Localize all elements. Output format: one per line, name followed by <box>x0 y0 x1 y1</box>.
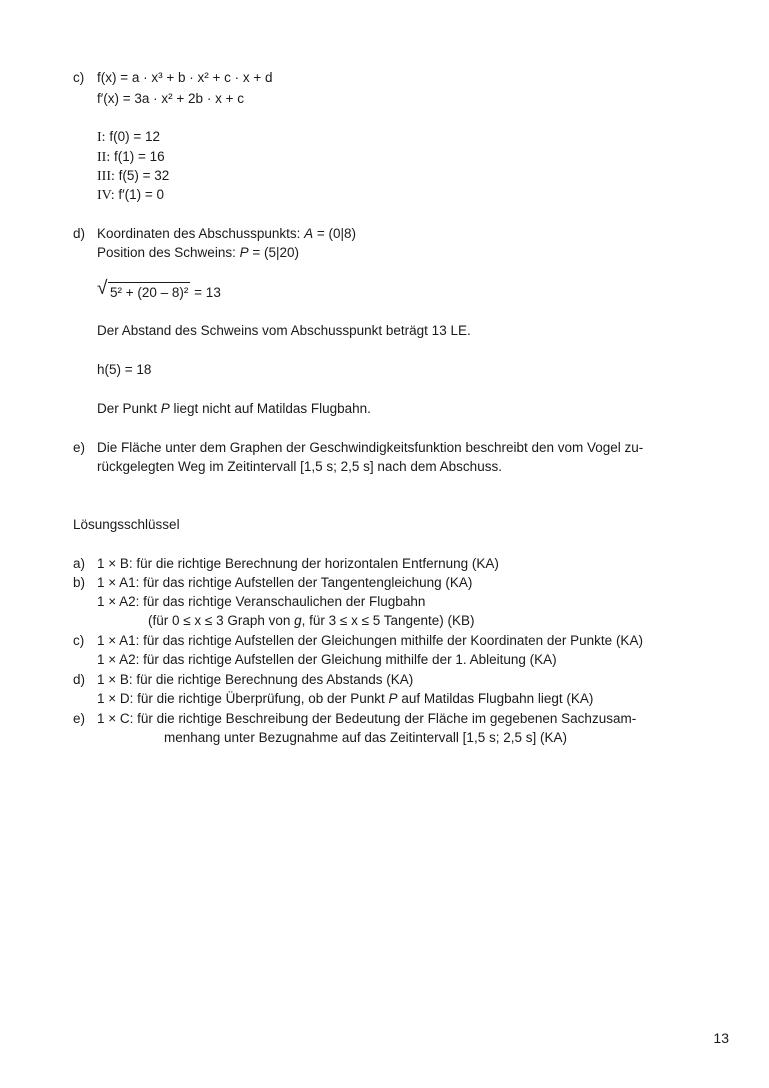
key-c-item-1: 1 × A1: für das richtige Aufstellen der Gleichungen mithilfe der Koordinaten der Punkte (KA) <box>97 633 643 648</box>
derivative-definition: f′(x) = 3a · x² + 2b · x + c <box>97 91 244 106</box>
conclusion-var: P <box>160 401 170 416</box>
condition-number: II: <box>97 150 111 165</box>
key-b-item-3-var: g <box>294 613 302 628</box>
condition-number: I: <box>97 130 106 145</box>
conclusion-suffix: liegt nicht auf Matildas Flugbahn. <box>169 401 371 416</box>
key-d-item-1: 1 × B: für die richtige Berechnung des Abstands (KA) <box>97 672 414 687</box>
key-d-item-2-pre: 1 × D: für die richtige Überprüfung, ob der Punkt <box>97 691 389 706</box>
launch-point-value: = (0|8) <box>313 226 357 241</box>
key-a-label: a) <box>73 556 86 571</box>
condition-4 <box>97 187 164 204</box>
distance-formula <box>97 278 221 300</box>
part-c-label: c) <box>73 70 85 85</box>
launch-point-line <box>97 226 356 241</box>
key-b-label: b) <box>73 575 86 590</box>
conclusion-statement <box>97 401 371 416</box>
distance-statement: Der Abstand des Schweins vom Abschusspunkt beträgt 13 LE. <box>97 323 471 338</box>
pig-position-var: P <box>239 245 249 260</box>
condition-number: IV: <box>97 188 115 203</box>
key-d-item-2 <box>97 691 593 706</box>
key-e-label: e) <box>73 711 86 726</box>
key-e-item-1: 1 × C: für die richtige Beschreibung der Bedeutung der Fläche im gegebenen Sachzusam- <box>97 711 637 726</box>
sqrt-result: = 13 <box>190 285 221 300</box>
condition-text: f(5) = 32 <box>118 168 170 183</box>
solution-key-heading: Lösungsschlüssel <box>73 517 180 532</box>
condition-text: f′(1) = 0 <box>118 187 165 202</box>
pig-position-line <box>97 245 299 260</box>
key-e-item-2: menhang unter Bezugnahme auf das Zeitintervall [1,5 s; 2,5 s] (KA) <box>164 730 567 745</box>
page-number: 13 <box>713 1030 729 1046</box>
key-c-item-2: 1 × A2: für das richtige Aufstellen der Gleichung mithilfe der 1. Ableitung (KA) <box>97 652 557 667</box>
conclusion-prefix: Der Punkt <box>97 401 161 416</box>
h-evaluation: h(5) = 18 <box>97 362 152 377</box>
condition-2 <box>97 149 165 166</box>
pig-position-value: = (5|20) <box>248 245 300 260</box>
key-d-item-2-post: auf Matildas Flugbahn liegt (KA) <box>397 691 594 706</box>
key-c-label: c) <box>73 633 85 648</box>
launch-point-var: A <box>304 226 314 241</box>
part-e-line-1: Die Fläche unter dem Graphen der Geschwindigkeitsfunktion beschreibt den vom Vogel zu- <box>97 440 644 455</box>
key-d-label: d) <box>73 672 86 687</box>
pig-position-prefix: Position des Schweins: <box>97 245 240 260</box>
launch-point-prefix: Koordinaten des Abschusspunkts: <box>97 226 305 241</box>
condition-1 <box>97 129 160 146</box>
function-definition: f(x) = a · x³ + b · x² + c · x + d <box>97 70 273 85</box>
condition-number: III: <box>97 169 115 184</box>
key-b-item-3 <box>148 613 475 628</box>
radicand: 5² + (20 – 8)² <box>108 282 190 300</box>
key-b-item-3-post: , für 3 ≤ x ≤ 5 Tangente) (KB) <box>301 613 475 628</box>
key-b-item-1: 1 × A1: für das richtige Aufstellen der Tangentengleichung (KA) <box>97 575 473 590</box>
condition-text: f(0) = 12 <box>109 129 160 144</box>
condition-text: f(1) = 16 <box>113 149 165 164</box>
key-b-item-3-pre: (für 0 ≤ x ≤ 3 Graph von <box>148 613 295 628</box>
key-b-item-2: 1 × A2: für das richtige Veranschaulichen der Flugbahn <box>97 594 426 609</box>
key-a-item-1: 1 × B: für die richtige Berechnung der horizontalen Entfernung (KA) <box>97 556 499 571</box>
square-root: √ 5² + (20 – 8)² <box>97 278 189 300</box>
condition-3 <box>97 168 169 185</box>
part-e-label: e) <box>73 440 86 455</box>
part-d-label: d) <box>73 226 86 241</box>
part-e-line-2: rückgelegten Weg im Zeitintervall [1,5 s; 2,5 s] nach dem Abschuss. <box>97 459 502 474</box>
key-d-item-2-var: P <box>388 691 398 706</box>
